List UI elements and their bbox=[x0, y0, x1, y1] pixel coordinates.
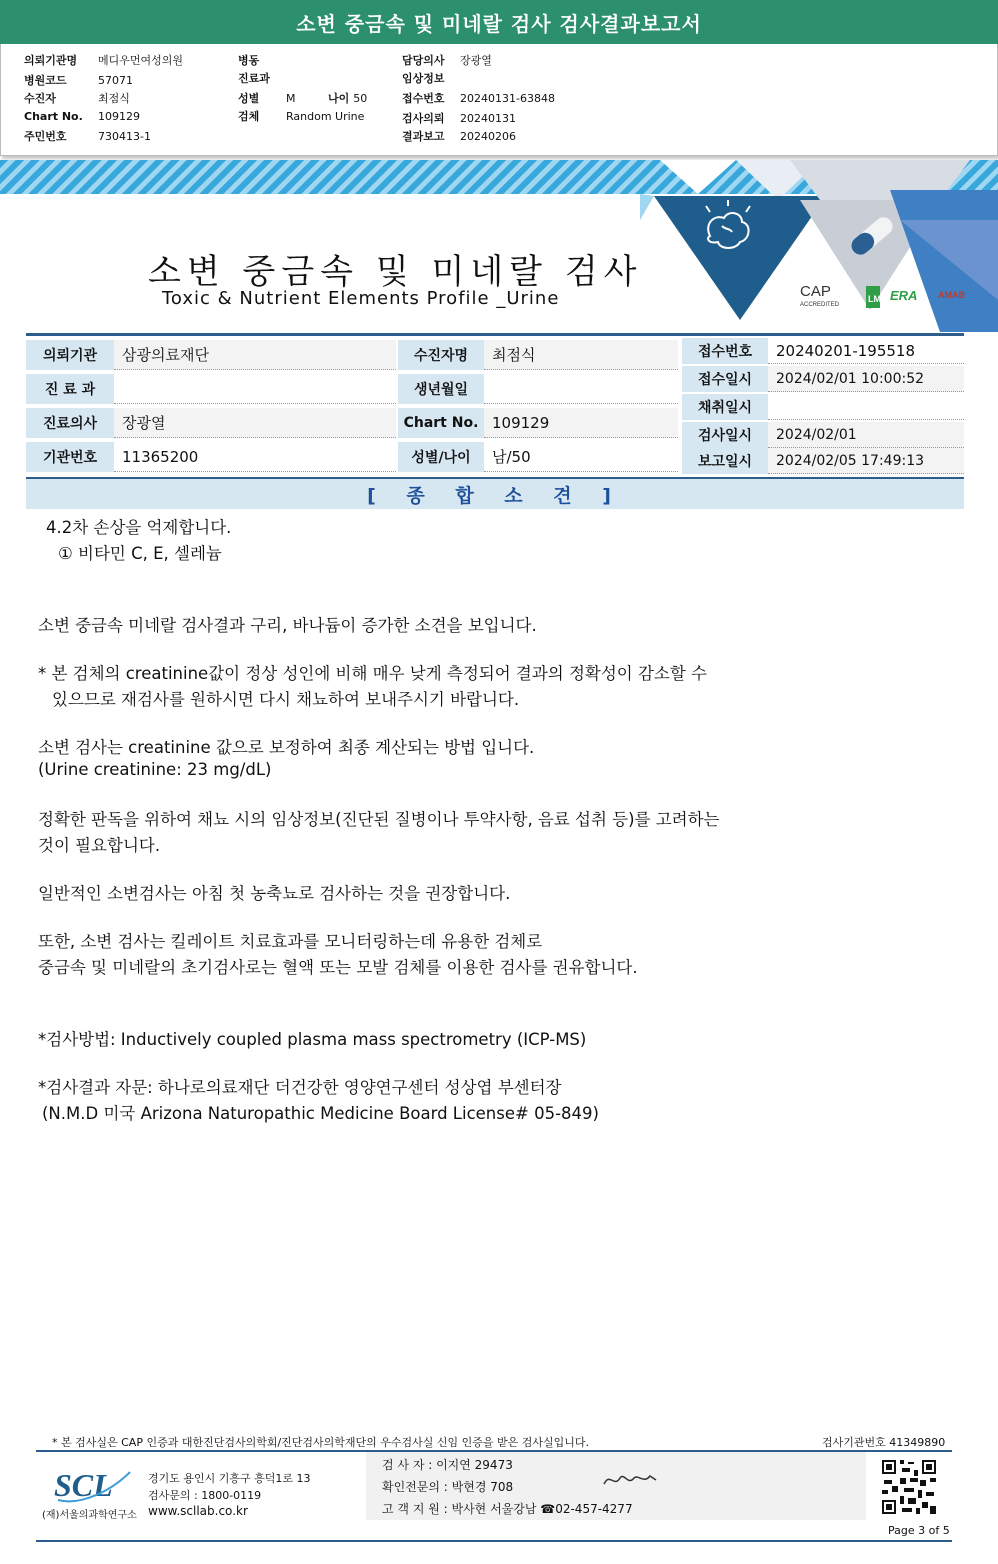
report-banner bbox=[0, 160, 998, 332]
signature-image bbox=[600, 1468, 660, 1492]
cap-logo: CAP bbox=[800, 283, 831, 300]
value-accession: 20240201-195518 bbox=[768, 338, 964, 364]
info-clinical: 임상정보 bbox=[402, 72, 445, 85]
body-line: * 본 검체의 creatinine값이 정상 성인에 비해 매우 낮게 측정되어 결과의 정확성이 감소할 수 bbox=[38, 664, 707, 683]
lab-website: www.scllab.co.kr bbox=[148, 1504, 248, 1518]
svg-text:SCL: SCL bbox=[54, 1467, 113, 1503]
info-dept: 진료과 bbox=[238, 72, 270, 85]
patient-table-rule bbox=[26, 333, 964, 336]
info-patient: 수진자 최점식 bbox=[24, 92, 130, 105]
value-reported-at: 2024/02/05 17:49:13 bbox=[768, 448, 964, 474]
banner-title-korean: 소변 중금속 및 미네랄 검사 bbox=[148, 252, 643, 292]
scl-logo bbox=[52, 1460, 132, 1506]
label-chart-no: Chart No. bbox=[398, 408, 484, 438]
info-ward: 병동 bbox=[238, 54, 260, 67]
staff-tester: 검 사 자 : 이지연 29473 bbox=[382, 1458, 513, 1472]
info-specimen: 검체 Random Urine bbox=[238, 110, 365, 123]
svg-text:LM: LM bbox=[868, 294, 881, 304]
accreditation-note: * 본 검사실은 CAP 인증과 대한진단검사의학회/진단검사의학재단의 우수검사실 신임 인증을 받은 검사실입니다. bbox=[52, 1436, 590, 1449]
info-request-date: 검사의뢰 20240131 bbox=[402, 112, 516, 125]
value-birth-date bbox=[484, 374, 678, 404]
body-line: 중금속 및 미네랄의 초기검사로는 혈액 또는 모발 검체를 이용한 검사를 권유합니다. bbox=[38, 958, 638, 977]
body-line: 소변 검사는 creatinine 값으로 보정하여 최종 계산되는 방법 입니다. bbox=[38, 738, 535, 757]
info-sex: 성별 M bbox=[238, 92, 296, 105]
report-title: 소변 중금속 및 미네랄 검사 검사결과보고서 bbox=[0, 0, 998, 44]
page-number: Page 3 of 5 bbox=[888, 1524, 950, 1537]
info-chart-no: Chart No. 109129 bbox=[24, 110, 140, 123]
body-line: 있으므로 재검사를 원하시면 다시 채뇨하여 보내주시기 바랍니다. bbox=[52, 690, 520, 709]
scl-org-name: (재)서울의과학연구소 bbox=[42, 1510, 137, 1521]
body-line: (Urine creatinine: 23 mg/dL) bbox=[38, 760, 272, 779]
value-referring-org: 삼광의료재단 bbox=[114, 340, 396, 370]
body-line: 4.2차 손상을 억제합니다. bbox=[46, 518, 232, 537]
value-patient-name: 최점식 bbox=[484, 340, 678, 370]
label-org-no: 기관번호 bbox=[26, 442, 114, 472]
label-referring-org: 의뢰기관 bbox=[26, 340, 114, 370]
value-sex-age: 남/50 bbox=[484, 442, 678, 472]
label-patient-name: 수진자명 bbox=[398, 340, 484, 370]
info-report-date: 결과보고 20240206 bbox=[402, 130, 516, 143]
body-line: 것이 필요합니다. bbox=[38, 836, 161, 855]
label-sex-age: 성별/나이 bbox=[398, 442, 484, 472]
amab-logo: AMAB bbox=[938, 290, 965, 300]
value-received-at: 2024/02/01 10:00:52 bbox=[768, 366, 964, 392]
value-doctor: 장광열 bbox=[114, 408, 396, 438]
label-accession: 접수번호 bbox=[682, 338, 768, 364]
body-line: 정확한 판독을 위하여 채뇨 시의 임상정보(진단된 질병이나 투약사항, 음료 섭취 등)를 고려하는 bbox=[38, 810, 720, 829]
body-line: *검사방법: Inductively coupled plasma mass spectrometry (ICP-MS) bbox=[38, 1030, 587, 1049]
body-line: 소변 중금속 미네랄 검사결과 구리, 바나듐이 증가한 소견을 보입니다. bbox=[38, 616, 537, 635]
lab-phone: 검사문의 : 1800-0119 bbox=[148, 1489, 262, 1502]
body-line: (N.M.D 미국 Arizona Naturopathic Medicine Board License# 05-849) bbox=[42, 1104, 599, 1123]
info-accession: 접수번호 20240131-63848 bbox=[402, 92, 555, 105]
label-received-at: 접수일시 bbox=[682, 366, 768, 392]
label-dept: 진 료 과 bbox=[26, 374, 114, 404]
banner-title-english: Toxic & Nutrient Elements Profile _Urine bbox=[162, 288, 560, 309]
staff-pathologist: 확인전문의 : 박현경 708 bbox=[382, 1480, 514, 1494]
label-reported-at: 보고일시 bbox=[682, 448, 768, 474]
body-line: ① 비타민 C, E, 셀레늄 bbox=[58, 544, 222, 563]
info-referring-org: 의뢰기관명 메디우먼여성의원 bbox=[24, 54, 184, 67]
footer-rule bbox=[36, 1540, 952, 1542]
label-doctor: 진료의사 bbox=[26, 408, 114, 438]
lab-org-number: 검사기관번호 41349890 bbox=[822, 1436, 946, 1449]
banner-graphic bbox=[640, 160, 998, 332]
body-line: *검사결과 자문: 하나로의료재단 더건강한 영양연구센터 성상엽 부센터장 bbox=[38, 1078, 562, 1097]
qr-code bbox=[880, 1458, 938, 1516]
value-org-no: 11365200 bbox=[114, 442, 396, 472]
era-logo: ERA bbox=[890, 288, 918, 303]
info-doctor: 담당의사 장광열 bbox=[402, 54, 492, 67]
value-chart-no: 109129 bbox=[484, 408, 678, 438]
label-birth-date: 생년월일 bbox=[398, 374, 484, 404]
summary-heading: [ 종 합 소 견 ] bbox=[26, 477, 964, 509]
cap-sub-logo: ACCREDITED bbox=[800, 302, 840, 308]
body-line: 일반적인 소변검사는 아침 첫 농축뇨로 검사하는 것을 권장합니다. bbox=[38, 884, 511, 903]
value-collected-at bbox=[768, 394, 964, 420]
value-dept bbox=[114, 374, 396, 404]
label-tested-at: 검사일시 bbox=[682, 422, 768, 448]
body-line: 또한, 소변 검사는 킬레이트 치료효과를 모니터링하는데 유용한 검체로 bbox=[38, 932, 543, 951]
info-hospital-code: 병원코드 57071 bbox=[24, 74, 133, 87]
info-resident-no: 주민번호 730413-1 bbox=[24, 130, 151, 143]
staff-support: 고 객 지 원 : 박사현 서울강남 ☎02-457-4277 bbox=[382, 1502, 633, 1516]
value-tested-at: 2024/02/01 bbox=[768, 422, 964, 448]
info-age: 나이 50 bbox=[328, 92, 368, 105]
label-collected-at: 채취일시 bbox=[682, 394, 768, 420]
lab-address: 경기도 용인시 기흥구 흥덕1로 13 bbox=[148, 1472, 311, 1485]
